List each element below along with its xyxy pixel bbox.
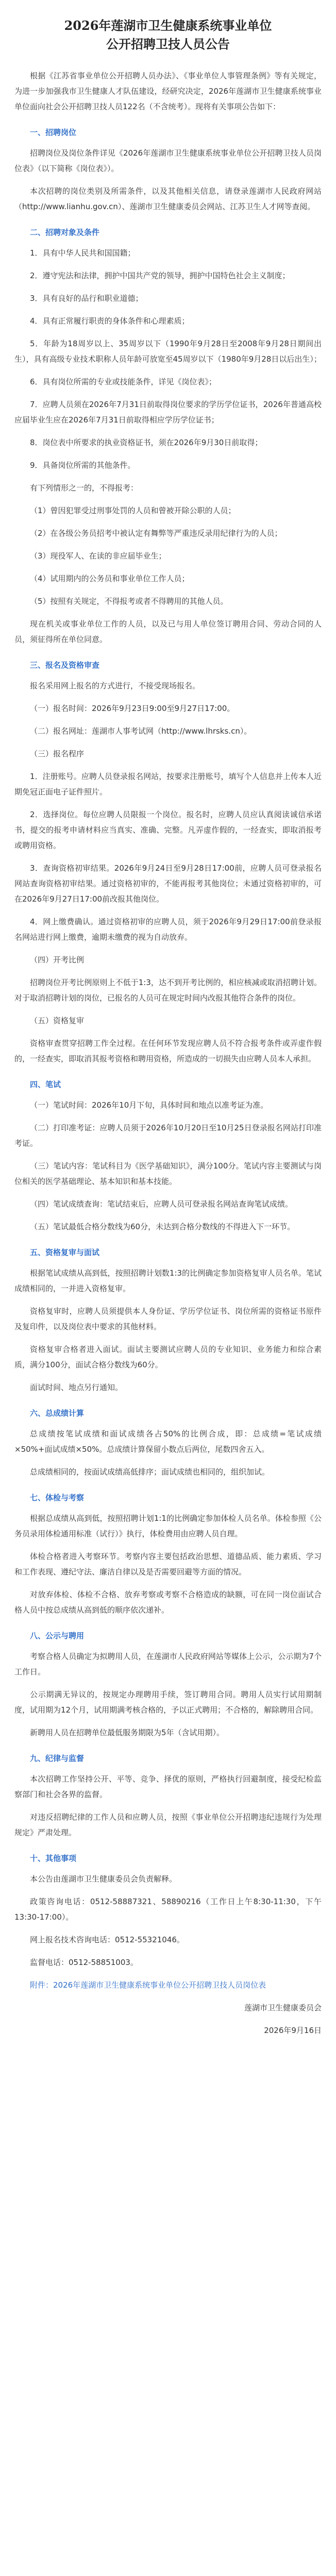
section-paragraph: 政策咨询电话：0512-58887321、58890216（工作日上午8:30-11:30，下午13:30-17:00）。 bbox=[14, 1897, 322, 1922]
section bbox=[14, 1405, 322, 1480]
section-paragraph: 公示期满无异议的，按规定办理聘用手续，签订聘用合同。聘用人员实行试用期制度，试用期为12个月，试用期满考核合格的，予以正式聘用；不合格的，解除聘用合同。 bbox=[14, 1690, 322, 1715]
section-paragraph: 监督电话：0512-58851003。 bbox=[30, 1958, 138, 1967]
section-paragraph: （二）打印准考证：应聘人员须于2026年10月20日至10月25日登录报名网站打印准考证。 bbox=[14, 1123, 322, 1148]
section-paragraph: 新聘用人员在招聘单位最低服务期限为5年（含试用期）。 bbox=[30, 1728, 225, 1737]
section-paragraph: 招聘岗位开考比例原则上不低于1:3，达不到开考比例的，相应核减或取消招聘计划。对于取消招聘计划的岗位，已报名的人员可在规定时间内改报其他符合条件的岗位。 bbox=[14, 978, 322, 1003]
section-paragraph: 对放弃体检、体检不合格、放弃考察或考察不合格造成的缺额，可在同一岗位面试合格人员中按总成绩从高到低的顺序依次递补。 bbox=[14, 1590, 322, 1615]
section-heading: 二、招聘对象及条件 bbox=[30, 228, 100, 237]
section-paragraph: 2．遵守宪法和法律，拥护中国共产党的领导，拥护中国特色社会主义制度； bbox=[30, 271, 290, 280]
section-paragraph: 7．应聘人员须在2026年7月31日前取得岗位要求的学历学位证书，2026年普通高校应届毕业生应在2026年7月31日前取得相应学历学位证书； bbox=[14, 400, 322, 425]
section-paragraph: （5）按照有关规定，不得报考或者不得聘用的其他人员。 bbox=[30, 597, 228, 606]
section-paragraph: （三）报名程序 bbox=[30, 749, 85, 758]
section bbox=[14, 225, 322, 647]
section-paragraph: 2．选择岗位。每位应聘人员限报一个岗位。报名时，应聘人员应认真阅读诚信承诺书，提交的报考申请材料应当真实、准确、完整。凡弄虚作假的，一经查实，即取消报考或聘用资格。 bbox=[14, 810, 322, 850]
section-paragraph: （4）试用期内的公务员和事业单位工作人员； bbox=[30, 574, 190, 583]
section-paragraph: 现在机关或事业单位工作的人员，以及已与用人单位签订聘用合同、劳动合同的人员，须征得所在单位同意。 bbox=[14, 619, 322, 644]
section-paragraph: 本公告由莲湖市卫生健康委员会负责解释。 bbox=[30, 1874, 177, 1884]
section-paragraph: 总成绩相同的，按面试成绩高低排序；面试成绩也相同的，组织加试。 bbox=[30, 1467, 270, 1477]
section-paragraph: 1．注册账号。应聘人员登录报名网站，按要求注册账号，填写个人信息并上传本人近期免冠正面电子证件照片。 bbox=[14, 772, 322, 796]
section-heading: 九、纪律与监督 bbox=[30, 1754, 85, 1763]
section-paragraph: （1）曾因犯罪受过刑事处罚的人员和曾被开除公职的人员； bbox=[30, 506, 236, 515]
signing-organization: 莲湖市卫生健康委员会 bbox=[244, 2003, 322, 2012]
section-paragraph: 9．具备岗位所需的其他条件。 bbox=[30, 461, 136, 470]
section-paragraph: （一）笔试时间：2026年10月下旬，具体时间和地点以准考证为准。 bbox=[30, 1100, 268, 1110]
section-paragraph: 资格复审时，应聘人员须提供本人身份证、学历学位证书、岗位所需的资格证书原件及复印件，以及岗位表中要求的其他材料。 bbox=[14, 1307, 322, 1331]
section-paragraph: （一）报名时间：2026年9月23日9:00至9月27日17:00。 bbox=[30, 704, 235, 713]
section-paragraph: 1．具有中华人民共和国国籍； bbox=[30, 248, 136, 258]
section bbox=[14, 657, 322, 1066]
section-paragraph: （2）在各级公务员招考中被认定有舞弊等严重违反录用纪律行为的人员； bbox=[30, 529, 282, 538]
section-heading: 一、招聘岗位 bbox=[30, 128, 77, 137]
section-paragraph: （四）开考比例 bbox=[30, 955, 85, 964]
section-paragraph: 体检合格者进入考察环节。考察内容主要包括政治思想、道德品质、能力素质、学习和工作表现、遵纪守法、廉洁自律以及是否需要回避等方面的情况。 bbox=[14, 1552, 322, 1577]
sections bbox=[14, 125, 322, 1970]
section-paragraph: 6．具有岗位所需的专业或技能条件，详见《岗位表》； bbox=[30, 377, 217, 386]
section-paragraph: 8．岗位表中所要求的执业资格证书，须在2026年9月30日前取得； bbox=[30, 438, 263, 447]
section-paragraph: （五）笔试最低合格分数线为60分，未达到合格分数线的不得进入下一环节。 bbox=[30, 1222, 295, 1231]
attachment-link[interactable]: 附件：2026年莲湖市卫生健康系统事业单位公开招聘卫技人员岗位表 bbox=[30, 1980, 266, 1990]
signing-date: 2026年9月16日 bbox=[264, 2026, 322, 2035]
section-paragraph: （四）笔试成绩查询：笔试结束后，应聘人员可登录报名网站查询笔试成绩。 bbox=[30, 1199, 293, 1209]
intro-paragraph: 根据《江苏省事业单位公开招聘人员办法》、《事业单位人事管理条例》等有关规定，为进一步加强我市卫生健康人才队伍建设，经研究决定，2026年莲湖市卫生健康系统事业单位面向社会公开招聘卫技人员122名（不含统考）。现将有关事项公告如下： bbox=[14, 71, 322, 111]
section bbox=[14, 125, 322, 214]
section-paragraph: 资格复审合格者进入面试。面试主要测试应聘人员的专业知识、业务能力和综合素质，满分100分，面试合格分数线为60分。 bbox=[14, 1345, 322, 1369]
section-paragraph: （二）报名网址：莲湖市人事考试网（http://www.lhrsks.cn）。 bbox=[30, 726, 252, 736]
section-heading: 十、其他事项 bbox=[30, 1854, 77, 1863]
section-heading: 五、资格复审与面试 bbox=[30, 1248, 100, 1257]
section-paragraph: 5．年龄为18周岁以上、35周岁以下（1990年9月28日至2008年9月28日期间出生），具有高级专业技术职称人员年龄可放宽至45周岁以下（1980年9月28日以后出生）； bbox=[14, 339, 322, 364]
section-paragraph: 总成绩按笔试成绩和面试成绩各占50%的比例合成，即：总成绩=笔试成绩×50%+面试成绩×50%。总成绩计算保留小数点后两位，尾数四舍五入。 bbox=[14, 1429, 322, 1454]
page-title bbox=[14, 16, 322, 54]
intro bbox=[14, 68, 322, 114]
section-paragraph: 资格审查贯穿招聘工作全过程。在任何环节发现应聘人员不符合报考条件或弄虚作假的，一经查实，即取消其报考资格和聘用资格，所造成的一切损失由应聘人员本人承担。 bbox=[14, 1039, 322, 1063]
section-heading: 三、报名及资格审查 bbox=[30, 660, 100, 670]
section-paragraph: 招聘岗位及岗位条件详见《2026年莲湖市卫生健康系统事业单位公开招聘卫技人员岗位表》（以下简称《岗位表》）。 bbox=[14, 148, 322, 173]
section-paragraph: （五）资格复审 bbox=[30, 1016, 85, 1025]
section-paragraph: 根据笔试成绩从高到低，按照招聘计划数1:3的比例确定参加资格复审人员名单。笔试成绩相同的，一并进入资格复审。 bbox=[14, 1268, 322, 1293]
section-paragraph: 本次招聘工作坚持公开、平等、竞争、择优的原则，严格执行回避制度，接受纪检监察部门和社会各界的监督。 bbox=[14, 1774, 322, 1799]
section-heading: 七、体检与考察 bbox=[30, 1493, 85, 1502]
section-paragraph: 考察合格人员确定为拟聘用人员，在莲湖市人民政府网站等媒体上公示，公示期为7个工作日。 bbox=[14, 1652, 322, 1676]
section-heading: 六、总成绩计算 bbox=[30, 1409, 85, 1418]
section bbox=[14, 1077, 322, 1234]
section bbox=[14, 1751, 322, 1840]
section-paragraph: 3．具有良好的品行和职业道德； bbox=[30, 294, 143, 303]
section-heading: 四、笔试 bbox=[30, 1080, 61, 1089]
section-paragraph: 4．具有正常履行职责的身体条件和心理素质； bbox=[30, 316, 190, 326]
section bbox=[14, 1490, 322, 1618]
section-paragraph: 面试时间、地点另行通知。 bbox=[30, 1383, 123, 1392]
section-paragraph: （三）笔试内容：笔试科目为《医学基础知识》，满分100分。笔试内容主要测试与岗位相关的医学基础理论、基本知识和基本技能。 bbox=[14, 1161, 322, 1186]
section-paragraph: 对违反招聘纪律的工作人员和应聘人员，按照《事业单位公开招聘违纪违规行为处理规定》严肃处理。 bbox=[14, 1812, 322, 1837]
section-paragraph: 有下列情形之一的，不得报考： bbox=[30, 483, 139, 493]
section-paragraph: 网上报名技术咨询电话：0512-55321046。 bbox=[30, 1935, 184, 1944]
section-paragraph: 报名采用网上报名的方式进行，不接受现场报名。 bbox=[30, 681, 200, 690]
section-paragraph: 3．查询资格初审结果。2026年9月24日至9月28日17:00前，应聘人员可登录报名网站查询资格初审结果。通过资格初审的，不能再报考其他岗位；未通过资格初审的，可在2026年9月27日17:00前改报其他岗位。 bbox=[14, 863, 322, 904]
page-title-line-1: 2026年莲湖市卫生健康系统事业单位 bbox=[64, 18, 272, 33]
section bbox=[14, 1851, 322, 1970]
page-title-line-2: 公开招聘卫技人员公告 bbox=[106, 37, 230, 52]
section-heading: 八、公示与聘用 bbox=[30, 1631, 85, 1640]
section-paragraph: （3）现役军人、在读的非应届毕业生； bbox=[30, 551, 166, 561]
section-paragraph: 4．网上缴费确认。通过资格初审的应聘人员，须于2026年9月29日17:00前登录报名网站进行网上缴费，逾期未缴费的视为自动放弃。 bbox=[14, 917, 322, 942]
section-paragraph: 本次招聘的岗位类别及所需条件，以及其他相关信息，请登录莲湖市人民政府网站（http://www.lianhu.gov.cn）、莲湖市卫生健康委员会网站、江苏卫生人才网等查阅。 bbox=[14, 187, 322, 211]
section-paragraph: 根据总成绩从高到低，按照招聘计划1:1的比例确定参加体检人员名单。体检参照《公务员录用体检通用标准（试行）》执行，体检费用由应聘人员自理。 bbox=[14, 1514, 322, 1538]
section bbox=[14, 1245, 322, 1395]
section bbox=[14, 1628, 322, 1740]
